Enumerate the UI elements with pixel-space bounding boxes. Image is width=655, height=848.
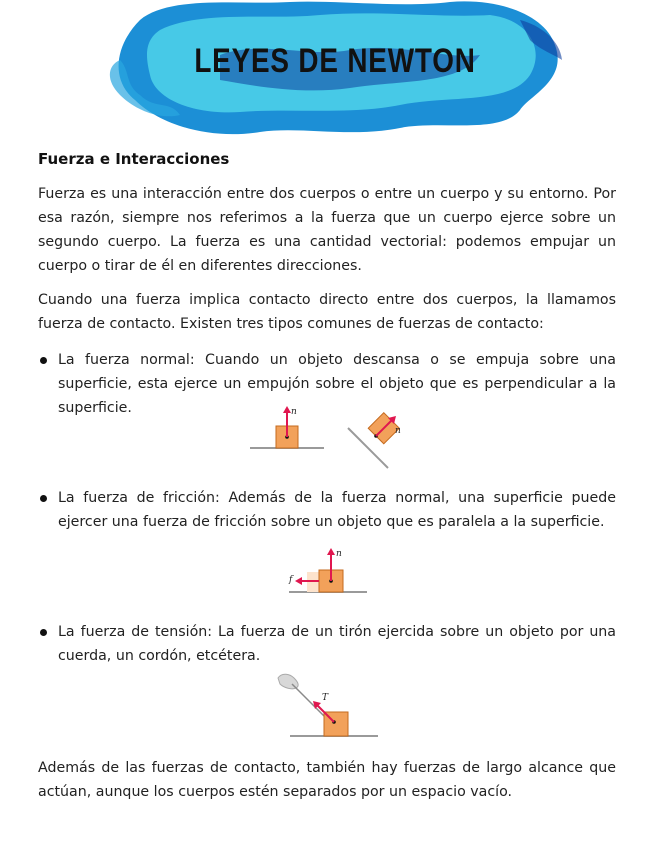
svg-text:n: n	[336, 549, 342, 559]
section-heading: Fuerza e Interacciones	[38, 150, 230, 168]
bullet-dot-icon	[40, 495, 47, 502]
svg-text:f: f	[289, 575, 293, 585]
paragraph-definition: Fuerza es una interacción entre dos cuerpos o entre un cuerpo y su entorno. Por esa razón, siempre nos referimos a la fuerza que un cuerpo ejerce sobre un segundo cuerpo. La fuerza es una cantidad vectorial: podemos empujar un cuerpo o tirar de él en diferentes direcciones.	[38, 186, 616, 274]
arrow-up-icon	[283, 406, 291, 413]
arrow-up-icon	[327, 548, 335, 555]
bullet-dot-icon	[40, 629, 47, 636]
svg-text:n: n	[395, 426, 401, 436]
bullet-text: La fuerza normal: Cuando un objeto descansa o se empuja sobre una superficie, esta ejerce un empujón sobre el objeto que es perpendicular a la superficie.	[58, 352, 616, 416]
bullet-friction-force	[38, 486, 616, 534]
figure-tension-force	[272, 670, 382, 746]
paragraph-long-range-forces: Además de las fuerzas de contacto, también hay fuerzas de largo alcance que actúan, aunque los cuerpos estén separados por un espacio vacío.	[38, 760, 616, 800]
bullet-tension-force	[38, 620, 616, 668]
bullet-text: La fuerza de tensión: La fuerza de un tirón ejercida sobre un objeto por una cuerda, un cordón, etcétera.	[58, 624, 616, 664]
arrow-left-icon	[295, 577, 302, 585]
svg-text:n: n	[291, 407, 297, 417]
figure-friction-force	[285, 542, 375, 601]
paragraph-contact-forces: Cuando una fuerza implica contacto directo entre dos cuerpos, la llamamos fuerza de contacto. Existen tres tipos comunes de fuerzas de contacto:	[38, 292, 616, 332]
header-banner	[100, 0, 570, 140]
page-title: LEYES DE NEWTON	[194, 42, 476, 80]
bullet-text: La fuerza de fricción: Además de la fuerza normal, una superficie puede ejercer una fuerza de fricción sobre un objeto que es paralela a la superficie.	[58, 490, 616, 530]
figure-normal-force	[248, 402, 418, 476]
svg-text:T: T	[322, 693, 329, 703]
bullet-dot-icon	[40, 357, 47, 364]
